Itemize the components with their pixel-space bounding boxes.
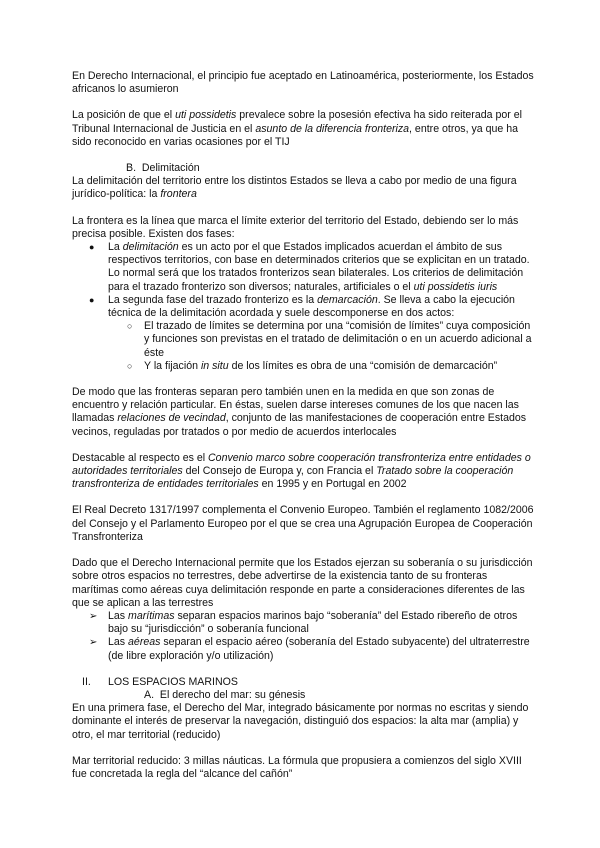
list-item: ○ El trazado de límites se determina por una “comisión de límites” cuya composición y funciones son previstas en el tratado de delimitación o en un acuerdo adicional a éste [108,320,534,360]
text-span: La posición de que el [72,109,176,122]
italic-term: aéreas [128,636,161,649]
heading-delimitacion [72,162,534,175]
italic-term: marítimas [128,609,175,622]
paragraph-latinoamerica: En Derecho Internacional, el principio fue aceptado en Latinoamérica, posteriormente, los Estados africanos lo asumieron [72,70,534,96]
text-span: es un acto por el que Estados implicados acuerdan el ámbito de sus respectivos territorios, con base en determinados criterios que se explicitan en un tratado. Lo normal será que los tratados fronterizos sean bilaterales. Los criterios de delimitación para el trazado fronterizo son diversos; naturales, artificiales o el [108,241,530,293]
italic-term: demarcación [317,293,378,306]
paragraph-espacios-no-terrestres: Dado que el Derecho Internacional permite que los Estados ejerzan su soberanía o su jurisdicción sobre otros espacios no terrestres, debe advertirse de la existencia tanto de su fronteras marítimas como aéreas cuya delimitación responde en parte a consideraciones diferentes de las que se aplican a las terrestres [72,557,533,609]
phases-list [72,241,534,373]
heading-derecho-del-mar [72,689,534,702]
italic-term: frontera [160,188,197,201]
text-span: en 1995 y en Portugal en 2002 [258,478,407,491]
text-span: La segunda fase del trazado fronterizo es la [108,293,318,306]
heading-title: Delimitación [141,162,200,175]
text-span: separan el espacio aéreo (soberanía del Estado subyacente) del ultraterrestre (de libre exploración y/o utilización) [108,636,530,662]
spacer [72,373,534,386]
paragraph-delimitacion [72,175,534,201]
heading-title: El derecho del mar: su génesis [159,688,306,701]
text-span: La [108,241,123,254]
heading-number: B. [126,162,137,175]
italic-term: relaciones de vecindad [117,412,226,425]
text-span: , conjunto de las manifestaciones de cooperación entre Estados vecinos, reguladas por tratados o por medio de acuerdos interlocales [72,412,527,438]
paragraph-real-decreto: El Real Decreto 1317/1997 complementa el Convenio Europeo. También el reglamento 1082/2006 del Consejo y el Parlamento Europeo por el que se crea una Agrupación Europea de Cooperación Transfronteriza [72,504,534,543]
italic-term: asunto de la diferencia fronteriza [255,122,410,135]
italic-term: delimitación [122,241,179,254]
text-span: Y la fijación [144,359,201,372]
text-span: de los límites es obra de una “comisión de demarcación” [228,359,498,372]
list-item [72,241,534,294]
text-span: La delimitación del territorio entre los distintos Estados se lleva a cabo por medio de una figura jurídico-política: la [72,175,517,201]
boundaries-list [72,610,534,663]
heading-espacios-marinos [72,676,534,689]
italic-term: in situ [200,359,229,372]
text-span: separan espacios marinos bajo “soberanía” del Estado ribereño de otros bajo su “jurisdicción” o soberanía funcional [108,609,518,636]
document-page [72,70,534,794]
text-span: Destacable al respecto es el [72,451,209,464]
paragraph-primera-fase: En una primera fase, el Derecho del Mar, integrado básicamente por normas no escritas y siendo dominante el interés de preservar la navegación, distinguió dos espacios: la alta mar (amplia) y otro, el mar territorial (reducido) [72,702,529,741]
paragraph-convenio-marco [72,452,534,492]
spacer [72,663,534,676]
italic-term: Tratado sobre la cooperación transfronteriza de entidades territoriales [72,465,514,491]
list-item [108,360,534,373]
list-item [72,294,534,373]
heading-number: II. [82,675,91,688]
paragraph-relaciones-vecindad [72,386,534,439]
demarcation-sublist [108,320,534,373]
text-span: Las [108,636,129,649]
text-span: . Se lleva a cabo la ejecución técnica de la delimitación acordada y suele descomponerse en dos actos: [108,293,515,320]
italic-term: uti possidetis iuris [413,280,498,293]
paragraph-mar-territorial: Mar territorial reducido: 3 millas náuticas. La fórmula que propusiera a comienzos del siglo XVIII fue concretada la regla del “alcance del cañón” [72,754,522,780]
italic-term: uti possidetis [175,109,237,122]
text-span: De modo que las fronteras separan pero también unen en la medida en que son zonas de encuentro y relación particular. En éstas, suelen darse intereses comunes de los que nacen las llamadas [72,386,519,425]
italic-term: Convenio marco sobre cooperación transfronteriza entre entidades o autoridades territoriales [72,451,531,478]
heading-title: LOS ESPACIOS MARINOS [108,675,238,688]
paragraph-frontera: La frontera es la línea que marca el límite exterior del territorio del Estado, debiendo ser lo más precisa posible. Existen dos fases: [72,214,519,240]
paragraph-uti-possidetis [72,109,534,149]
text-span: prevalece sobre la posesión efectiva ha sido reiterada por el Tribunal Internacional de Justicia en el [72,109,522,135]
list-item [72,636,534,662]
text-span: , entre otros, ya que ha sido reconocido en varias ocasiones por el TIJ [72,122,518,148]
list-item [72,610,534,636]
text-span: del Consejo de Europa y, con Francia el [182,465,377,478]
text-span: Las [108,609,129,622]
heading-number: A. [144,688,155,701]
